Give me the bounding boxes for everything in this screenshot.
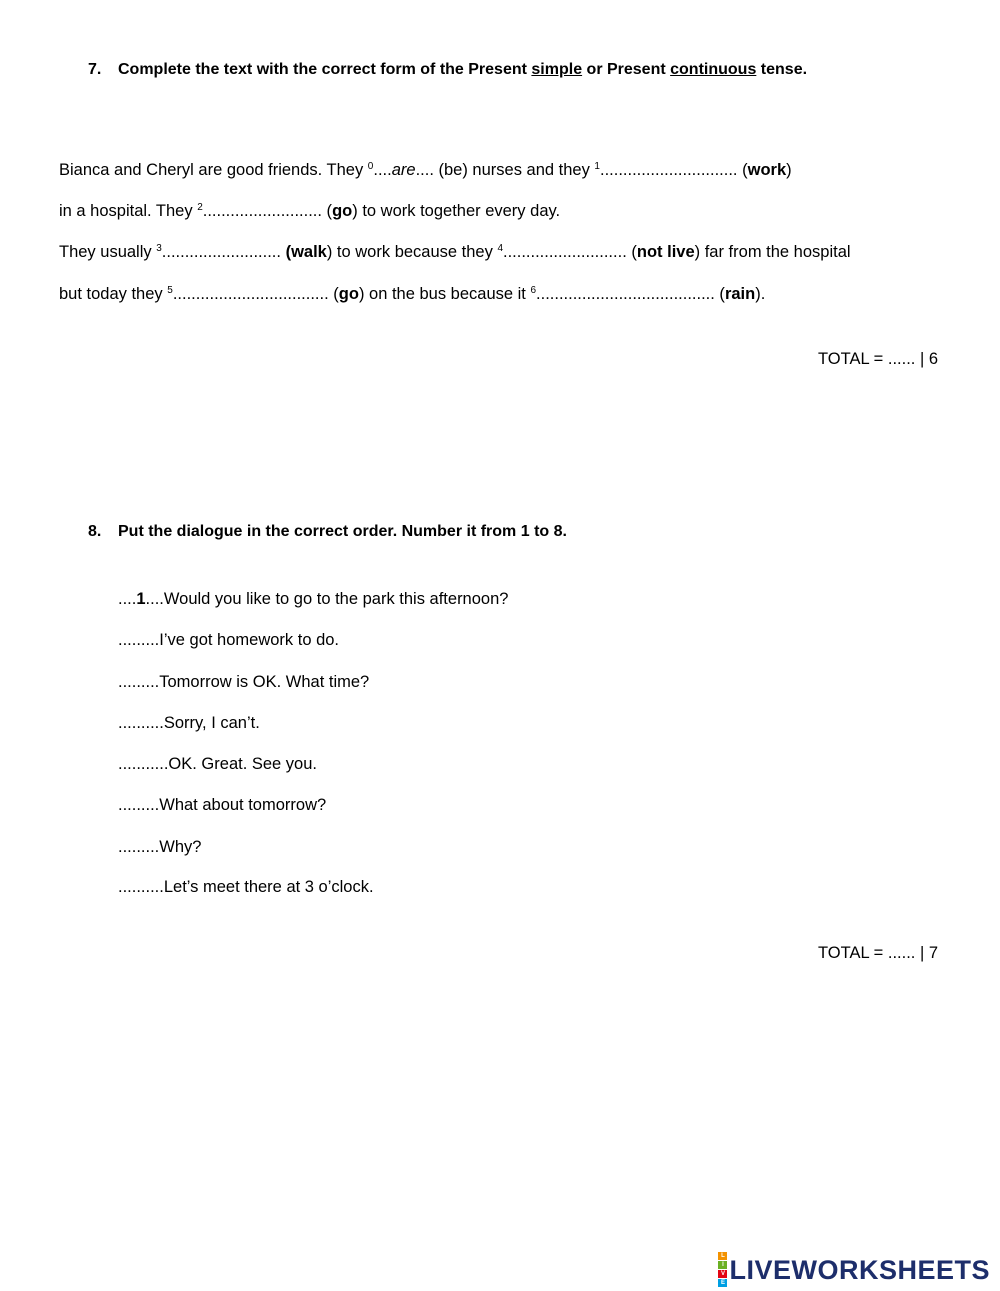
q7-blank-6[interactable]: ....................................... [536, 285, 715, 303]
q7-line-3 [59, 243, 851, 262]
q7-total[interactable]: TOTAL = ...... | 6 [818, 350, 938, 368]
q7-l4-open-2: ( [714, 285, 725, 303]
q7-verb-5: go [338, 285, 359, 303]
q7-blank-5[interactable]: .................................. [172, 285, 329, 303]
q7-l4-text-a: but today they [59, 285, 168, 303]
logo-text: LIVEWORKSHEETS [729, 1254, 990, 1285]
q8-first-dots-pre: .... [118, 590, 137, 608]
q7-l1-close: ) [786, 161, 792, 179]
q7-sup-5: 5 [167, 285, 173, 296]
q7-blank-4[interactable]: ........................... [503, 243, 627, 261]
q7-l3-text-c: ) far from the hospital [694, 243, 851, 261]
q7-title-b: or Present [582, 61, 671, 78]
q7-l2-text-a: in a hospital. They [59, 202, 198, 220]
q8-dialogue-line-1 [118, 590, 508, 609]
q7-sup-3: 3 [156, 243, 162, 254]
q7-verb-4: not live [636, 243, 695, 261]
q8-title-text: Put the dialogue in the correct order. Number it from 1 to 8. [118, 523, 567, 540]
q7-l1-text-b: (be) nurses and they [433, 161, 595, 179]
q8-dialogue-line[interactable]: .........I’ve got homework to do. [118, 631, 340, 649]
q8-dialogue-line[interactable]: ...........OK. Great. See you. [118, 755, 317, 773]
q7-dots-0a: .... [373, 161, 392, 179]
q7-sup-1: 1 [594, 161, 600, 172]
liveworksheets-logo [718, 1252, 990, 1288]
q7-line-2 [59, 202, 560, 221]
q7-sup-6: 6 [530, 285, 537, 296]
q7-number: 7. [88, 61, 102, 78]
q7-l1-text-a: Bianca and Cheryl are good friends. They [59, 161, 368, 179]
q8-first-number: 1 [136, 590, 146, 608]
q7-l4-text-c: ). [755, 285, 766, 303]
q7-l3-text-b: ) to work because they [326, 243, 498, 261]
q7-blank-3[interactable]: .......................... [161, 243, 281, 261]
q7-l3-open: ( [626, 243, 637, 261]
q7-blank-2[interactable]: .......................... [202, 202, 322, 220]
q7-l3-text-a: They usually [59, 243, 157, 261]
q7-example-answer: are [391, 161, 416, 179]
q7-title-c: tense. [756, 61, 808, 78]
q7-dots-0b: .... [415, 161, 434, 179]
logo-letter-i: I [718, 1261, 727, 1269]
q8-dialogue-line[interactable]: .........Tomorrow is OK. What time? [118, 673, 370, 691]
q8-number: 8. [88, 523, 102, 540]
q7-sup-2: 2 [197, 202, 203, 213]
q8-dialogue-line[interactable]: ..........Let’s meet there at 3 o’clock. [118, 878, 374, 896]
logo-letter-l: L [718, 1252, 727, 1260]
q7-line-1 [59, 161, 792, 180]
q7-sup-4: 4 [497, 243, 503, 254]
q7-blank-1[interactable]: .............................. [599, 161, 738, 179]
q7-line-4 [59, 285, 765, 304]
q8-first-text: ....Would you like to go to the park this afternoon? [145, 590, 509, 608]
q8-title [88, 523, 567, 541]
q7-title-simple: simple [531, 61, 583, 78]
q7-title [88, 61, 807, 79]
q7-l4-text-b: ) on the bus because it [358, 285, 531, 303]
q8-dialogue-line[interactable]: .........Why? [118, 838, 202, 856]
q7-l2-text-b: ) to work together every day. [352, 202, 561, 220]
q7-l2-open: ( [321, 202, 333, 220]
q8-dialogue-line[interactable]: .........What about tomorrow? [118, 796, 327, 814]
q8-dialogue-line[interactable]: ..........Sorry, I can’t. [118, 714, 260, 732]
q7-l1-open: ( [737, 161, 748, 179]
logo-letter-e: E [718, 1279, 727, 1287]
q8-total[interactable]: TOTAL = ...... | 7 [818, 944, 938, 962]
q7-verb-2: go [332, 202, 353, 220]
logo-letter-v: V [718, 1270, 727, 1278]
q7-verb-1: work [747, 161, 787, 179]
q7-l4-open: ( [328, 285, 339, 303]
logo-side-letters [718, 1252, 727, 1288]
q7-title-a: Complete the text with the correct form of the Present [118, 61, 532, 78]
q7-verb-3: (walk [280, 243, 327, 261]
q7-verb-6: rain [724, 285, 756, 303]
q7-title-continuous: continuous [670, 61, 757, 78]
q7-sup-0: 0 [367, 161, 374, 172]
